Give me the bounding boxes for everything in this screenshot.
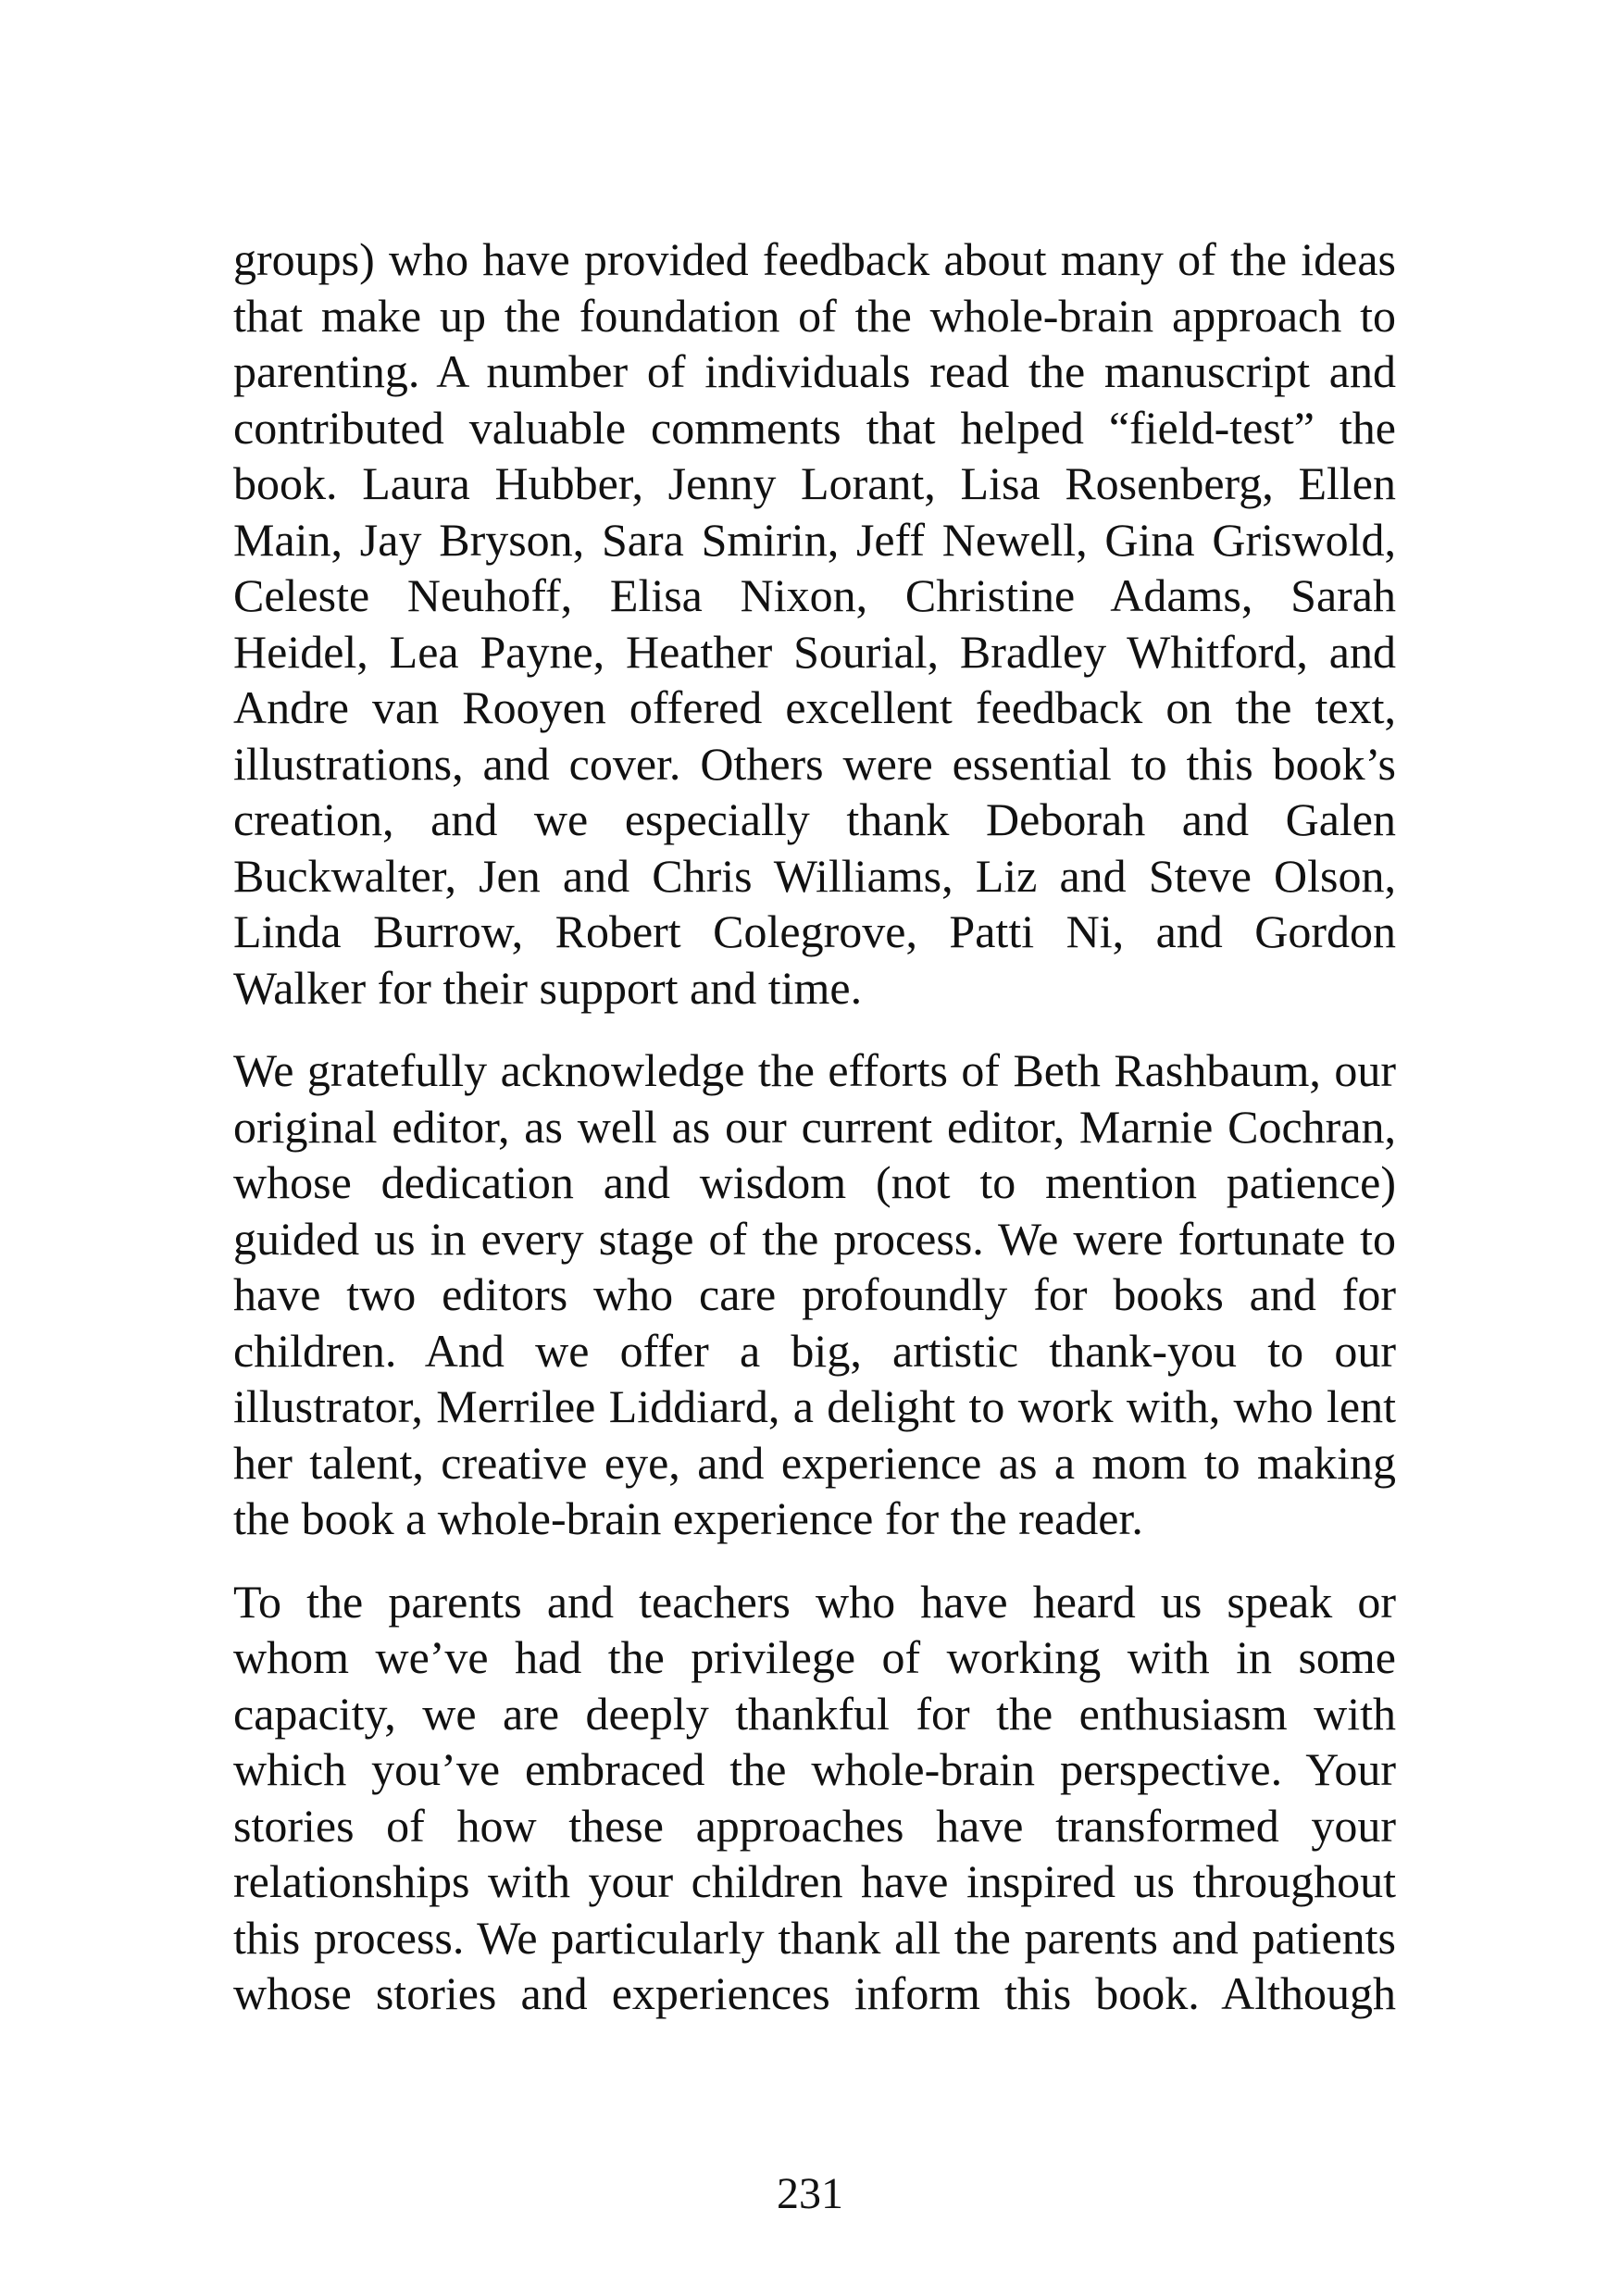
text-line: guided us in every stage of the process. We were fortunate to bbox=[233, 1212, 1396, 1265]
text-line: whose stories and experiences inform this book. Although bbox=[233, 1967, 1396, 2019]
text-line: relationships with your children have inspired us throughout bbox=[233, 1855, 1396, 1907]
body-text bbox=[233, 231, 1396, 2049]
text-line: We gratefully acknowledge the efforts of Beth Rashbaum, our bbox=[233, 1044, 1396, 1096]
text-line: capacity, we are deeply thankful for the enthusiasm with bbox=[233, 1687, 1396, 1740]
text-line: this process. We particularly thank all the parents and patients bbox=[233, 1911, 1396, 1964]
text-line: Main, Jay Bryson, Sara Smirin, Jeff Newell, Gina Griswold, bbox=[233, 513, 1396, 566]
paragraph-1 bbox=[233, 231, 1396, 1016]
text-line: Andre van Rooyen offered excellent feedback on the text, bbox=[233, 681, 1396, 733]
text-line: Celeste Neuhoff, Elisa Nixon, Christine Adams, Sarah bbox=[233, 569, 1396, 621]
text-line: Heidel, Lea Payne, Heather Sourial, Bradley Whitford, and bbox=[233, 625, 1396, 678]
text-line: creation, and we especially thank Deborah and Galen bbox=[233, 793, 1396, 845]
text-line: that make up the foundation of the whole-brain approach to bbox=[233, 289, 1396, 342]
text-line: whose dedication and wisdom (not to mention patience) bbox=[233, 1156, 1396, 1208]
text-line: contributed valuable comments that helped “field-test” the bbox=[233, 401, 1396, 454]
paragraph-2 bbox=[233, 1042, 1396, 1547]
text-line: illustrator, Merrilee Liddiard, a delight to work with, who lent bbox=[233, 1380, 1396, 1432]
text-line: Linda Burrow, Robert Colegrove, Patti Ni, and Gordon bbox=[233, 905, 1396, 957]
text-line: children. And we offer a big, artistic thank-you to our bbox=[233, 1324, 1396, 1377]
text-line: To the parents and teachers who have heard us speak or bbox=[233, 1575, 1396, 1628]
text-line: whom we’ve had the privilege of working with in some bbox=[233, 1631, 1396, 1683]
text-line: her talent, creative eye, and experience as a mom to making bbox=[233, 1436, 1396, 1489]
text-line: have two editors who care profoundly for books and for bbox=[233, 1268, 1396, 1320]
text-line: original editor, as well as our current editor, Marnie Cochran, bbox=[233, 1100, 1396, 1153]
text-line: parenting. A number of individuals read the manuscript and bbox=[233, 345, 1396, 397]
text-line: the book a whole-brain experience for the reader. bbox=[233, 1492, 1143, 1544]
page-number: 231 bbox=[777, 2169, 843, 2218]
text-line: which you’ve embraced the whole-brain perspective. Your bbox=[233, 1743, 1396, 1795]
text-line: groups) who have provided feedback about many of the ideas bbox=[233, 233, 1396, 285]
text-line: stories of how these approaches have transformed your bbox=[233, 1799, 1396, 1852]
text-line: illustrations, and cover. Others were essential to this book’s bbox=[233, 737, 1396, 790]
text-line: Walker for their support and time. bbox=[233, 961, 863, 1014]
paragraph-3 bbox=[233, 1574, 1396, 2022]
text-line: Buckwalter, Jen and Chris Williams, Liz and Steve Olson, bbox=[233, 849, 1396, 902]
text-line: book. Laura Hubber, Jenny Lorant, Lisa Rosenberg, Ellen bbox=[233, 457, 1396, 509]
